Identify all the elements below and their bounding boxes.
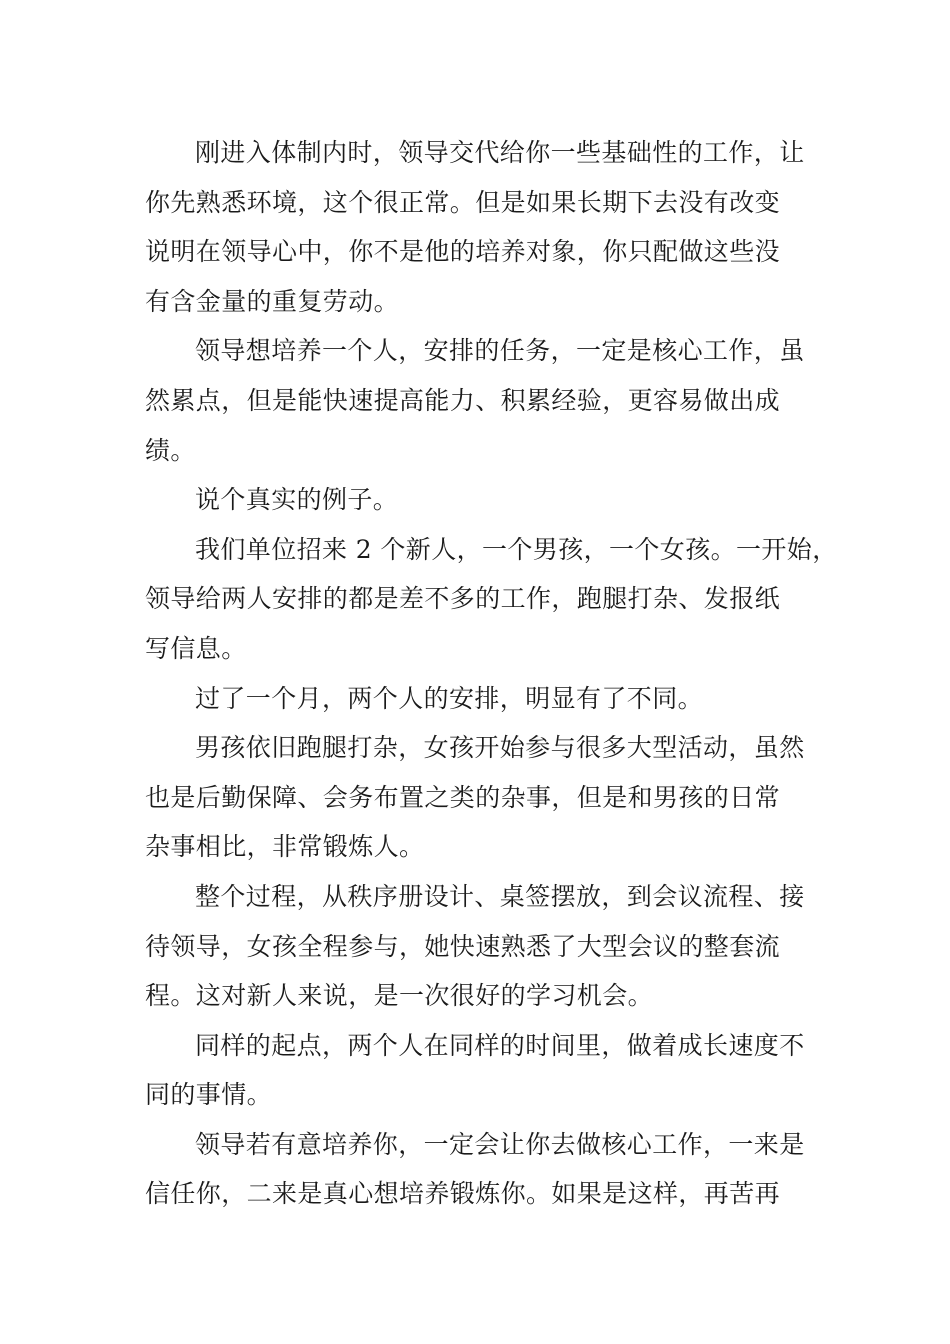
paragraph: [145, 723, 825, 872]
article-body: [145, 128, 838, 1219]
text-line: 领导若有意培养你，一定会让你去做核心工作，一来是: [195, 1129, 805, 1159]
text-line: 刚进入体制内时，领导交代给你一些基础性的工作，让: [195, 138, 805, 167]
text-line: 信任你，二来是真心想培养锻炼你。如果是这样，再苦再: [145, 1179, 781, 1209]
paragraph: [145, 475, 825, 525]
text-line: 杂事相比，非常锻炼人。: [145, 832, 425, 862]
paragraph: [145, 128, 825, 326]
text-line: 待领导，女孩全程参与，她快速熟悉了大型会议的整套流: [145, 931, 781, 961]
text-line: 过了一个月，两个人的安排，明显有了不同。: [195, 683, 704, 713]
text-line: 绩。: [145, 435, 196, 465]
text-line: 程。这对新人来说，是一次很好的学习机会。: [145, 981, 654, 1011]
text-line: 写信息。: [145, 633, 247, 663]
text-line: 有含金量的重复劳动。: [145, 286, 400, 316]
paragraph: [145, 674, 825, 724]
paragraph: [145, 872, 825, 1021]
text-line: 整个过程，从秩序册设计、桌签摆放，到会议流程、接: [195, 881, 805, 911]
paragraph: [145, 1120, 825, 1219]
text-line: 也是后勤保障、会务布置之类的杂事，但是和男孩的日常: [145, 782, 781, 812]
paragraph: [145, 326, 825, 475]
text-line: 领导想培养一个人，安排的任务，一定是核心工作，虽: [195, 336, 805, 366]
text-line: 然累点，但是能快速提高能力、积累经验，更容易做出成: [145, 385, 781, 415]
text-line: 同的事情。: [145, 1080, 273, 1110]
text-line: 说个真实的例子。: [195, 485, 399, 515]
text-line: 我们单位招来 2 个新人，一个男孩，一个女孩。一开始，: [195, 534, 838, 564]
text-line: 同样的起点，两个人在同样的时间里，做着成长速度不: [195, 1030, 805, 1060]
text-line: 男孩依旧跑腿打杂，女孩开始参与很多大型活动，虽然: [195, 733, 805, 763]
paragraph: [145, 525, 838, 674]
paragraph: [145, 1021, 825, 1120]
text-line: 你先熟悉环境，这个很正常。但是如果长期下去没有改变: [145, 187, 781, 217]
text-line: 领导给两人安排的都是差不多的工作，跑腿打杂、发报纸: [145, 584, 781, 614]
text-line: 说明在领导心中，你不是他的培养对象，你只配做这些没: [145, 237, 781, 267]
